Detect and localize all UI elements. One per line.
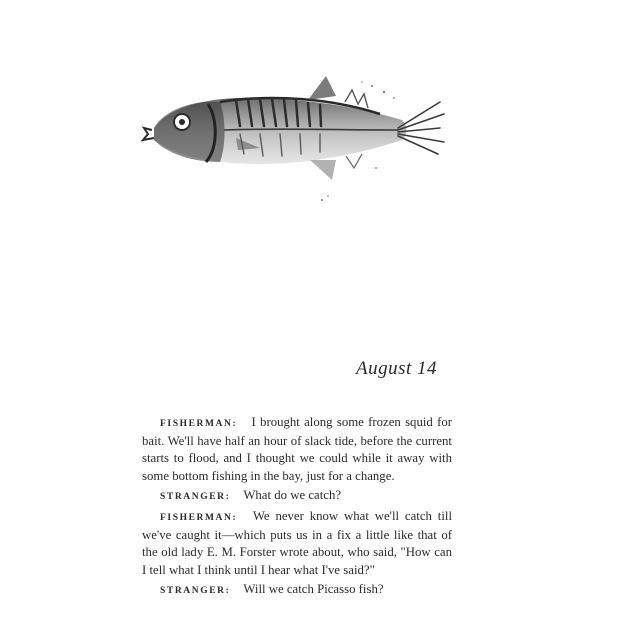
speaker-name: FISHERMAN [160,419,233,429]
dialogue-body [142,414,452,602]
chapter-title: August 14 [356,358,438,379]
speaker-separator: : [225,491,231,502]
speaker-separator: : [225,585,231,596]
dialogue-text: We never know what we'll catch till we've caught it—which puts us in a fix a little like that of the old lady E. M. Forster wrote about, who said, "How can I tell what I think until I hear what I've said?" [142,509,452,577]
dialogue-paragraph [142,581,452,600]
speaker-separator: : [232,513,238,524]
dialogue-paragraph [142,487,452,506]
speaker-name: STRANGER [160,585,226,596]
fish-illustration-icon [140,68,450,208]
speaker-separator: : [232,419,238,429]
dialogue-text: What do we catch? [243,487,342,502]
speaker-name: FISHERMAN [160,513,233,524]
dialogue-text: Will we catch Picasso fish? [243,581,384,596]
dialogue-paragraph [142,414,452,485]
dialogue-text: I brought along some frozen squid for bait. We'll have half an hour of slack tide, before the current starts to flood, and I thought we could while it away with some bottom fishing in the bay, just for a change. [142,415,452,483]
speaker-name: STRANGER [160,491,226,502]
dialogue-paragraph [142,508,452,579]
